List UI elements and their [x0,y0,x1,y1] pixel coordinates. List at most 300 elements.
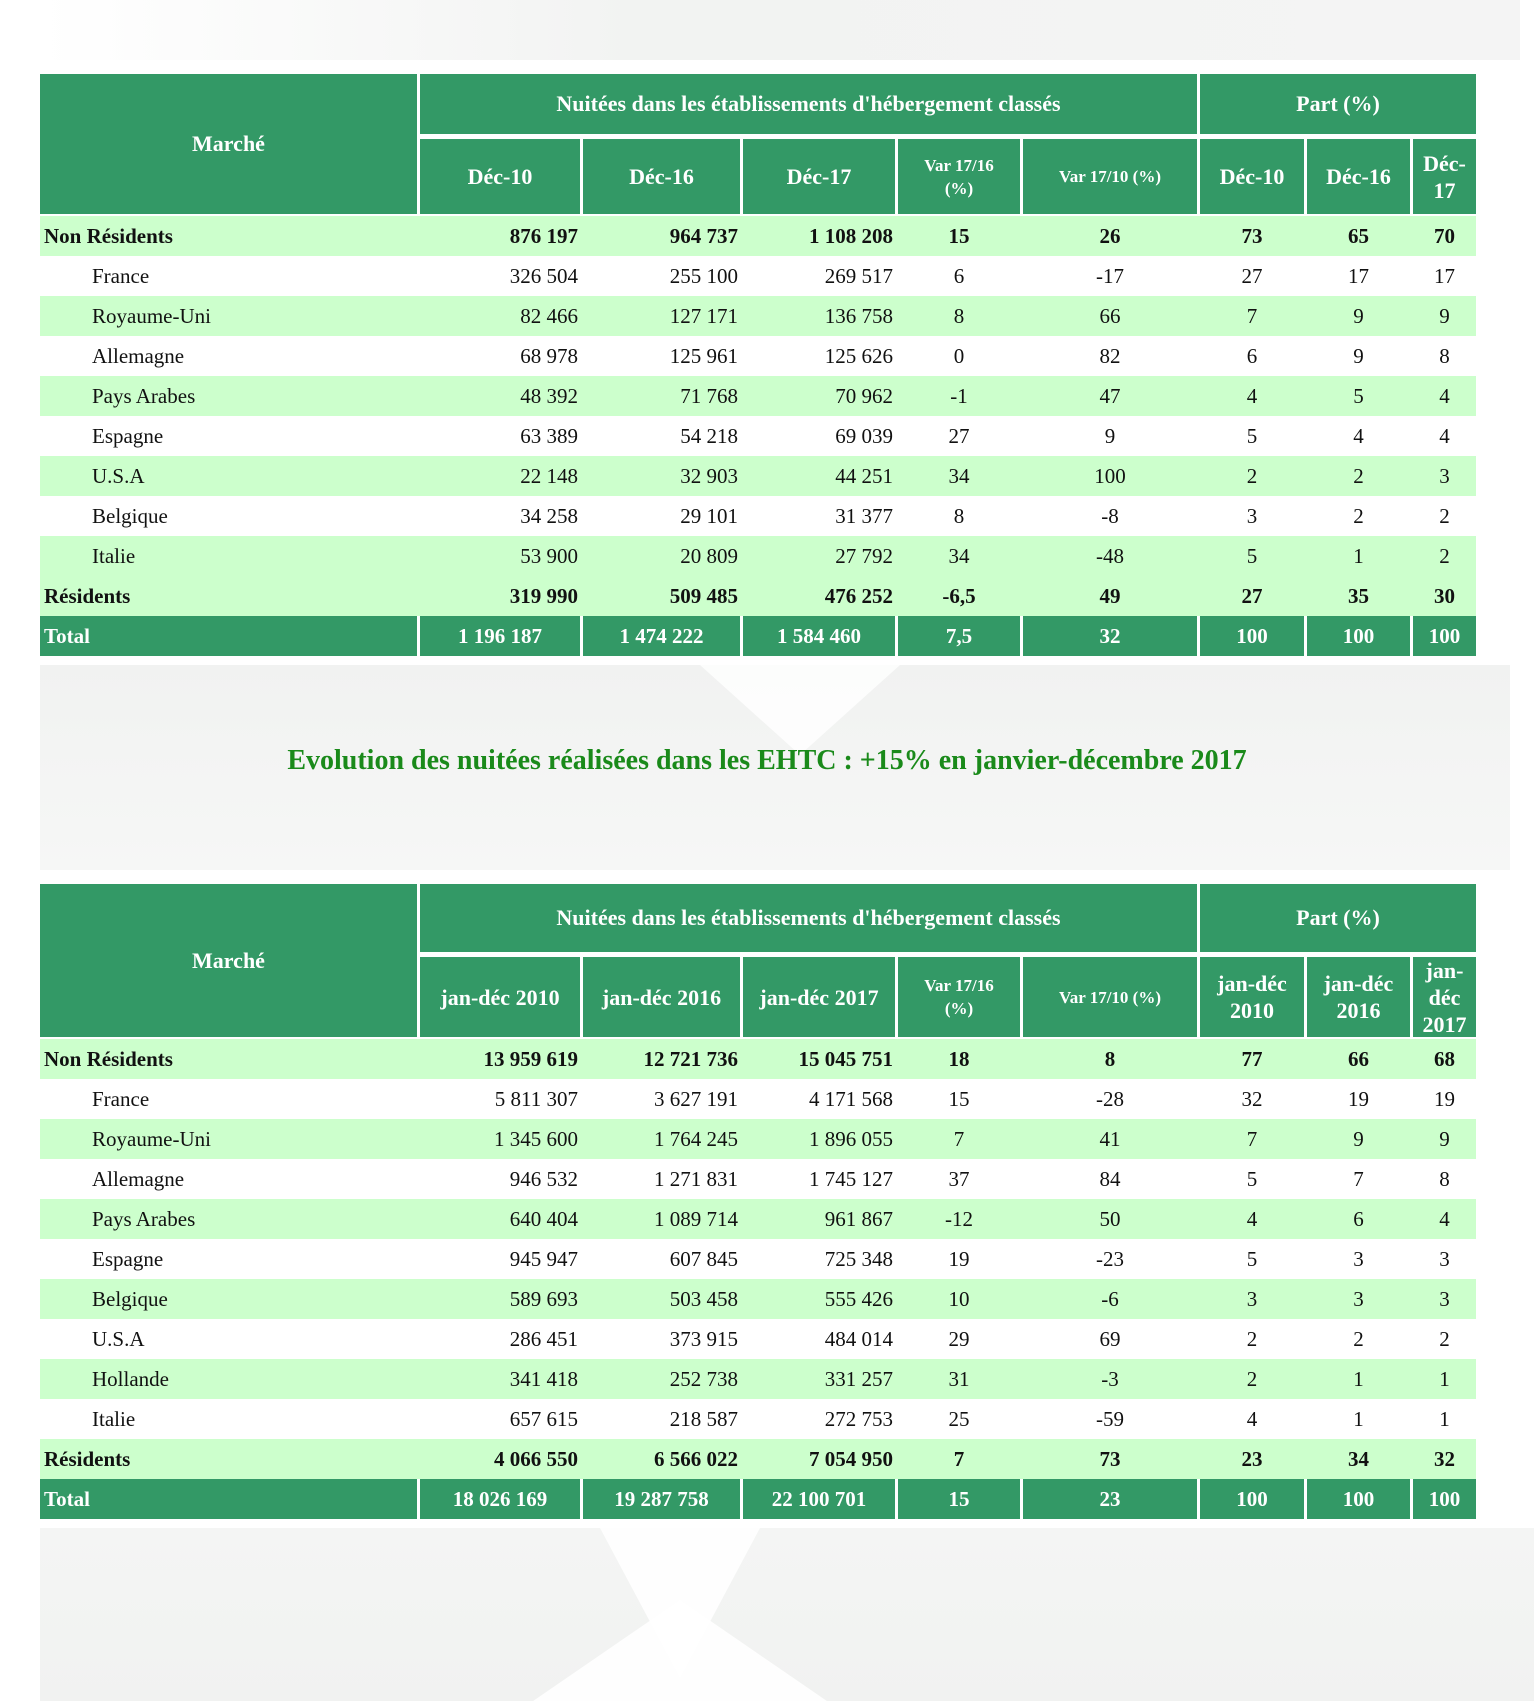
cell-value: 27 [1241,264,1263,288]
cell-value: 5 [1246,1167,1258,1191]
group-row [40,576,1476,616]
cell-value: 136 758 [824,304,893,328]
cell-value: 373 915 [669,1327,738,1351]
cell-value: 4 [1439,424,1450,448]
cell-value: 35 [1348,584,1369,608]
table-row [40,296,1476,336]
cell-value: 73 [1241,224,1263,248]
header-col [583,139,740,214]
table-row [40,1079,1476,1119]
header-group-part-label: Part (%) [1296,91,1380,116]
cell-value: 1 271 831 [654,1167,738,1191]
header-group-part [1200,884,1476,952]
cell-value: 48 392 [520,384,578,408]
header-marche-label: Marché [192,131,265,156]
cell-value: 8 [1439,344,1450,368]
cell-value: -6 [1101,1287,1119,1311]
cell-value: 77 [1241,1047,1263,1071]
column-divider [1197,1479,1200,1519]
cell-value: 7 [953,1127,965,1151]
cell-value: 84 [1099,1167,1121,1191]
column-divider [1304,957,1307,1037]
cell-value: 6 [1353,1207,1364,1231]
cell-value: 7 [1246,1127,1258,1151]
cell-value: 7,5 [945,624,973,648]
cell-value: 41 [1099,1127,1121,1151]
row-label: Pays Arabes [92,384,196,408]
cell-value: 4 [1353,424,1364,448]
table-row [40,496,1476,536]
cell-value: 9 [1439,1127,1450,1151]
header-col [1307,957,1410,1037]
column-divider [417,884,420,1037]
cell-value: 1 745 127 [809,1167,893,1191]
cell-value: 69 [1099,1327,1121,1351]
header-col [1413,957,1476,1037]
table-row [40,376,1476,416]
column-divider [580,616,583,656]
cell-value: 3 627 191 [654,1087,738,1111]
cell-value: 2 [1246,464,1258,488]
cell-value: 34 [948,544,970,568]
cell-value: 100 [1342,1487,1375,1511]
cell-value: 100 [1236,1487,1268,1511]
header-col [1307,139,1410,214]
cell-value: 2 [1246,1327,1258,1351]
cell-value: 22 100 701 [771,1487,867,1511]
column-divider [417,616,420,656]
cell-value: 5 [1246,544,1258,568]
cell-value: 945 947 [509,1247,578,1271]
row-label: Total [44,1487,90,1511]
row-label: Espagne [92,424,164,448]
cell-value: 54 218 [680,424,738,448]
header-col-label: Var 17/16 (%) [924,976,994,1018]
cell-value: -48 [1096,544,1124,568]
cell-value: 127 171 [669,304,738,328]
cell-value: 0 [953,344,965,368]
cell-value: 31 [948,1367,970,1391]
cell-value: 10 [948,1287,970,1311]
cell-value: 2 [1246,1367,1258,1391]
cell-value: 286 451 [509,1327,578,1351]
header-col [1200,139,1304,214]
cell-value: 1 [1353,1407,1364,1431]
table-row [40,536,1476,576]
cell-value: 100 [1094,464,1126,488]
cell-value: 73 [1099,1447,1121,1471]
cell-value: 331 257 [824,1367,893,1391]
row-label: France [92,1087,150,1111]
cell-value: 9 [1353,1127,1364,1151]
cell-value: 30 [1434,584,1455,608]
cell-value: 1 089 714 [654,1207,738,1231]
cell-value: 2 [1439,544,1450,568]
table-row [40,1319,1476,1359]
header-col [1023,957,1197,1037]
cell-value: 32 [1434,1447,1455,1471]
column-divider [1020,616,1023,656]
cell-value: 3 [1439,464,1450,488]
cell-value: 3 [1353,1287,1364,1311]
cell-value: 2 [1353,464,1364,488]
row-label: Allemagne [92,1167,185,1191]
cell-value: 4 [1439,384,1450,408]
cell-value: 19 287 758 [614,1487,709,1511]
header-col-label: jan-déc 2017 [1422,957,1467,1037]
cell-value: 961 867 [824,1207,893,1231]
cell-value: -1 [950,384,968,408]
background-band [40,0,1520,60]
cell-value: 66 [1348,1047,1369,1071]
column-divider [417,1479,420,1519]
cell-value: 2 [1353,1327,1364,1351]
cell-value: 65 [1348,224,1369,248]
table-december [40,74,1476,656]
row-label: Allemagne [92,344,185,368]
table-row [40,1359,1476,1399]
cell-value: 503 458 [669,1287,738,1311]
cell-value: 9 [1104,424,1116,448]
cell-value: 3 [1439,1247,1450,1271]
table-row [40,256,1476,296]
cell-value: 70 [1434,224,1455,248]
cell-value: 1 345 600 [494,1127,578,1151]
column-divider [1410,616,1413,656]
table-row [40,1159,1476,1199]
cell-value: 1 584 460 [777,624,861,648]
group-row [40,1039,1476,1079]
cell-value: 47 [1099,384,1121,408]
cell-value: 68 [1434,1047,1455,1071]
cell-value: 50 [1099,1207,1121,1231]
cell-value: 44 251 [835,464,893,488]
cell-value: 326 504 [509,264,578,288]
cell-value: 100 [1236,624,1268,648]
row-label: Royaume-Uni [92,1127,211,1151]
cell-value: 1 474 222 [619,624,704,648]
cell-value: 15 045 751 [798,1047,893,1071]
cell-value: 66 [1099,304,1121,328]
cell-value: 23 [1241,1447,1263,1471]
row-label: U.S.A [92,1327,145,1351]
cell-value: 18 026 169 [452,1487,548,1511]
background-shape [700,665,900,755]
cell-value: 125 626 [824,344,893,368]
cell-value: 9 [1353,344,1364,368]
column-divider [895,616,898,656]
header-col-label: Déc-16 [629,164,694,189]
cell-value: 27 792 [835,544,893,568]
cell-value: 27 [1241,584,1263,608]
cell-value: 4 [1246,1407,1258,1431]
header-col-label: Déc-16 [1326,164,1391,189]
table-row [40,416,1476,456]
cell-value: 269 517 [824,264,893,288]
cell-value: 12 721 736 [643,1047,738,1071]
row-label: France [92,264,150,288]
cell-value: 29 [948,1327,970,1351]
column-divider [1020,139,1023,214]
cell-value: 22 148 [520,464,578,488]
row-label: Italie [92,544,136,568]
row-label: Belgique [92,1287,168,1311]
cell-value: 8 [1439,1167,1450,1191]
row-label: Royaume-Uni [92,304,211,328]
header-col-label: Déc-17 [1423,150,1466,203]
column-divider [1020,1479,1023,1519]
header-col [1200,957,1304,1037]
cell-value: 34 [948,464,970,488]
cell-value: 876 197 [509,224,578,248]
header-group-nuitees-label: Nuitées dans les établissements d'hébergement classés [556,91,1061,116]
header-col-label: jan-déc 2017 [759,984,879,1010]
cell-value: 23 [1099,1487,1121,1511]
cell-value: 15 [948,224,970,248]
table-row [40,456,1476,496]
row-label: Résidents [44,584,131,608]
cell-value: 252 738 [669,1367,738,1391]
cell-value: 8 [953,304,965,328]
row-label: Non Résidents [44,224,173,248]
cell-value: 2 [1353,504,1364,528]
row-label: Espagne [92,1247,164,1271]
column-divider [895,1479,898,1519]
cell-value: 255 100 [669,264,738,288]
cell-value: 4 [1439,1207,1450,1231]
total-row [40,1479,1476,1519]
column-divider [740,1479,743,1519]
column-divider [740,616,743,656]
row-label: Italie [92,1407,136,1431]
column-divider [1410,1479,1413,1519]
column-divider [1304,616,1307,656]
cell-value: 1 [1439,1367,1450,1391]
header-col-label: Déc-10 [1219,164,1285,189]
cell-value: 19 [1434,1087,1455,1111]
column-divider [1410,139,1413,214]
column-divider [1197,74,1200,214]
cell-value: 82 [1099,344,1121,368]
column-divider [1020,957,1023,1037]
row-label: Non Résidents [44,1047,173,1071]
cell-value: 9 [1353,304,1364,328]
cell-value: 1 108 208 [809,224,893,248]
cell-value: 5 [1353,384,1364,408]
cell-value: 25 [948,1407,970,1431]
cell-value: 34 258 [520,504,578,528]
cell-value: 2 [1439,1327,1450,1351]
column-divider [740,139,743,214]
cell-value: 1 764 245 [654,1127,738,1151]
total-row [40,616,1476,656]
cell-value: 657 615 [509,1407,578,1431]
header-group-nuitees [420,74,1197,134]
cell-value: 32 [1099,624,1121,648]
column-divider [580,1479,583,1519]
cell-value: 18 [948,1047,970,1071]
cell-value: 29 101 [680,504,738,528]
header-marche [40,884,417,1037]
cell-value: 476 252 [824,584,893,608]
row-label: Belgique [92,504,168,528]
cell-value: 607 845 [669,1247,738,1271]
cell-value: -17 [1096,264,1124,288]
cell-value: 4 [1246,1207,1258,1231]
header-col [898,957,1020,1037]
cell-value: 3 [1439,1287,1450,1311]
cell-value: 341 418 [509,1367,578,1391]
column-divider [895,957,898,1037]
cell-value: 53 900 [520,544,578,568]
row-label: Total [44,624,90,648]
cell-value: -23 [1096,1247,1124,1271]
cell-value: 82 466 [520,304,578,328]
table-year [40,884,1476,1521]
cell-value: 13 959 619 [483,1047,578,1071]
cell-value: 100 [1428,624,1461,648]
cell-value: 6 [953,264,965,288]
cell-value: -59 [1096,1407,1124,1431]
cell-value: 1 196 187 [458,624,542,648]
cell-value: 70 962 [835,384,893,408]
cell-value: -8 [1101,504,1119,528]
cell-value: 640 404 [509,1207,578,1231]
table-row [40,1199,1476,1239]
cell-value: -12 [945,1207,973,1231]
cell-value: 100 [1342,624,1375,648]
cell-value: 19 [948,1247,970,1271]
cell-value: 7 054 950 [809,1447,893,1471]
cell-value: 26 [1099,224,1121,248]
cell-value: 69 039 [835,424,893,448]
column-divider [1304,139,1307,214]
row-label: Résidents [44,1447,131,1471]
cell-value: 8 [1104,1047,1116,1071]
table-row [40,1399,1476,1439]
cell-value: 272 753 [824,1407,893,1431]
cell-value: 946 532 [509,1167,578,1191]
header-marche-label: Marché [192,947,265,973]
cell-value: 5 [1246,424,1258,448]
cell-value: 4 [1246,384,1258,408]
column-divider [417,74,420,214]
cell-value: 71 768 [680,384,738,408]
cell-value: 15 [948,1087,970,1111]
header-marche [40,74,417,214]
header-col [420,139,580,214]
table-row [40,336,1476,376]
cell-value: 3 [1246,1287,1258,1311]
cell-value: 19 [1348,1087,1369,1111]
column-divider [580,139,583,214]
header-col-label: Déc-10 [467,164,533,189]
header-col [583,957,740,1037]
cell-value: 68 978 [520,344,578,368]
header-col-label: Var 17/10 (%) [1059,167,1161,186]
header-group-part-label: Part (%) [1296,905,1380,930]
cell-value: 7 [953,1447,965,1471]
cell-value: 32 903 [680,464,738,488]
cell-value: 63 389 [520,424,578,448]
cell-value: 555 426 [824,1287,893,1311]
header-col-label: Déc-17 [786,164,852,189]
header-group-nuitees-label: Nuitées dans les établissements d'hébergement classés [556,905,1061,930]
header-col-label: Var 17/10 (%) [1059,987,1161,1007]
cell-value: 32 [1241,1087,1263,1111]
cell-value: 4 066 550 [494,1447,578,1471]
header-col-label: jan-déc 2010 [1217,971,1287,1023]
header-col [743,957,895,1037]
cell-value: 964 737 [669,224,738,248]
cell-value: 319 990 [509,584,578,608]
header-col [1023,139,1197,214]
cell-value: 218 587 [669,1407,738,1431]
column-divider [895,139,898,214]
cell-value: 1 [1439,1407,1450,1431]
row-label: Hollande [92,1367,169,1391]
cell-value: 1 [1353,544,1364,568]
cell-value: 7 [1246,304,1258,328]
group-row [40,216,1476,256]
cell-value: 6 [1246,344,1258,368]
header-group-nuitees [420,884,1197,952]
cell-value: 725 348 [824,1247,893,1271]
group-row [40,1439,1476,1479]
cell-value: 37 [948,1167,970,1191]
column-divider [1410,957,1413,1037]
row-label: Pays Arabes [92,1207,196,1231]
cell-value: 34 [1348,1447,1369,1471]
column-divider [580,957,583,1037]
cell-value: 484 014 [824,1327,893,1351]
cell-value: 4 171 568 [809,1087,893,1111]
cell-value: 17 [1348,264,1369,288]
cell-value: 589 693 [509,1287,578,1311]
header-col [1413,139,1476,214]
header-col-label: jan-déc 2016 [1323,971,1394,1023]
cell-value: 2 [1439,504,1450,528]
cell-value: 31 377 [835,504,893,528]
row-label: U.S.A [92,464,145,488]
column-divider [1304,1479,1307,1519]
cell-value: 1 [1353,1367,1364,1391]
column-divider [1197,616,1200,656]
cell-value: 15 [948,1487,970,1511]
column-divider [1197,884,1200,1037]
cell-value: -3 [1101,1367,1119,1391]
header-col-label: jan-déc 2010 [440,984,560,1010]
cell-value: 3 [1353,1247,1364,1271]
cell-value: -28 [1096,1087,1124,1111]
header-col-label: jan-déc 2016 [601,984,722,1010]
cell-value: 20 809 [680,544,738,568]
header-col [898,139,1020,214]
cell-value: 3 [1246,504,1258,528]
background-shape [520,1600,840,1701]
cell-value: 9 [1439,304,1450,328]
cell-value: 1 896 055 [809,1127,893,1151]
table-row [40,1239,1476,1279]
header-col [743,139,895,214]
cell-value: 7 [1353,1167,1364,1191]
header-col [420,957,580,1037]
cell-value: 125 961 [669,344,738,368]
table-row [40,1279,1476,1319]
cell-value: 6 566 022 [654,1447,738,1471]
header-col-label: Var 17/16 (%) [924,155,994,198]
cell-value: -6,5 [942,584,976,608]
